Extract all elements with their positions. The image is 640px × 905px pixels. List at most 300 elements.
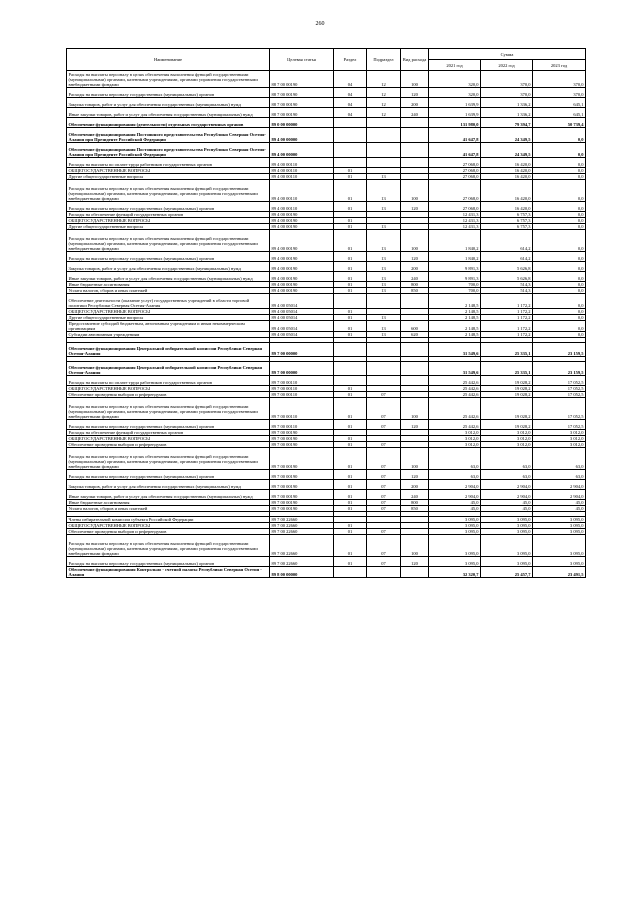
cell-sum-2022: 19 028,2 xyxy=(481,420,533,430)
cell-section: 01 xyxy=(334,262,367,272)
cell-sum-2023: 0,0 xyxy=(533,294,586,309)
table-row xyxy=(67,294,586,309)
cell-target-article: 89 4 00 00190 xyxy=(270,282,334,288)
cell-target-article: 88 7 00 00190 xyxy=(270,88,334,98)
cell-section: 01 xyxy=(334,202,367,212)
table-row xyxy=(67,202,586,212)
cell-sum-2022: 3 095,0 xyxy=(481,517,533,523)
cell-section: 01 xyxy=(334,420,367,430)
cell-sum-2021: 2 148,5 xyxy=(429,332,481,338)
cell-sum-2021: 31 549,6 xyxy=(429,343,481,357)
cell-section: 01 xyxy=(334,174,367,180)
cell-section: 01 xyxy=(334,272,367,282)
cell-section: 01 xyxy=(334,282,367,288)
cell-subsection: 13 xyxy=(367,224,401,230)
cell-expense-type: 120 xyxy=(401,420,429,430)
cell-target-article: 89 4 00 00110 xyxy=(270,158,334,168)
cell-sum-2022: 2 904,0 xyxy=(481,480,533,490)
cell-sum-2022: 1 172,2 xyxy=(481,315,533,321)
cell-sum-2021: 41 647,8 xyxy=(429,143,481,158)
cell-target-article: 89 4 00 00190 xyxy=(270,218,334,224)
cell-sum-2022: 5 626,8 xyxy=(481,272,533,282)
cell-name: Расходы на выплаты персоналу государственных (муниципальных) органов xyxy=(67,88,270,98)
cell-sum-2021: 320,0 xyxy=(429,88,481,98)
cell-expense-type: 120 xyxy=(401,88,429,98)
cell-sum-2022: 1 172,2 xyxy=(481,321,533,332)
cell-sum-2023: 63,0 xyxy=(533,470,586,480)
cell-sum-2021: 320,0 xyxy=(429,71,481,88)
table-row xyxy=(67,480,586,490)
cell-expense-type: 100 xyxy=(401,448,429,470)
cell-subsection: 12 xyxy=(367,71,401,88)
cell-name: Расходы на обеспечение функций государственных органов xyxy=(67,212,270,218)
cell-subsection: 13 xyxy=(367,202,401,212)
cell-name: Расходы на выплаты персоналу государственных (муниципальных) органов xyxy=(67,202,270,212)
cell-sum-2023: 3 095,0 xyxy=(533,557,586,567)
table-row xyxy=(67,230,586,252)
cell-expense-type: 600 xyxy=(401,321,429,332)
cell-expense-type: 200 xyxy=(401,98,429,108)
cell-sum-2022: 514,3 xyxy=(481,282,533,288)
cell-sum-2023: 0,0 xyxy=(533,282,586,288)
cell-subsection: 13 xyxy=(367,262,401,272)
cell-name: Обеспечение функционирования Постоянного представительства Республики Северная Осетия-Алания при Президенте Российской Федерации xyxy=(67,143,270,158)
cell-target-article: 89 7 00 22660 xyxy=(270,557,334,567)
cell-name: Расходы на выплаты персоналу в целях обеспечения выполнения функций государственными (муниципальными) органами, казенными учреждениями, органами управления государственными внебюджетными фондами xyxy=(67,230,270,252)
cell-subsection xyxy=(367,143,401,158)
cell-sum-2023: 45,0 xyxy=(533,500,586,506)
table-row xyxy=(67,398,586,420)
cell-target-article: 88 7 00 00190 xyxy=(270,108,334,118)
cell-subsection xyxy=(367,362,401,376)
cell-sum-2021: 1 840,2 xyxy=(429,230,481,252)
cell-sum-2021: 12 431,3 xyxy=(429,212,481,218)
cell-sum-2021: 31 549,6 xyxy=(429,362,481,376)
cell-expense-type xyxy=(401,294,429,309)
cell-section xyxy=(334,118,367,128)
cell-sum-2021: 1 639,9 xyxy=(429,98,481,108)
cell-target-article: 89 7 00 00190 xyxy=(270,500,334,506)
cell-sum-2021: 9 891,3 xyxy=(429,272,481,282)
header-subsection: Подраздел xyxy=(367,49,401,71)
cell-sum-2022: 5 626,8 xyxy=(481,262,533,272)
cell-target-article: 89 4 00 05014 xyxy=(270,315,334,321)
cell-sum-2022: 16 420,0 xyxy=(481,174,533,180)
cell-expense-type xyxy=(401,343,429,357)
cell-subsection: 07 xyxy=(367,506,401,512)
cell-section: 01 xyxy=(334,529,367,535)
cell-section xyxy=(334,362,367,376)
cell-sum-2023: 3 012,0 xyxy=(533,442,586,448)
cell-target-article: 89 7 00 00000 xyxy=(270,343,334,357)
cell-section: 01 xyxy=(334,392,367,398)
cell-section xyxy=(334,376,367,386)
cell-target-article: 88 7 00 00190 xyxy=(270,71,334,88)
cell-section: 01 xyxy=(334,506,367,512)
cell-section: 04 xyxy=(334,108,367,118)
cell-name: Расходы на выплаты персоналу в целях обеспечения выполнения функций государственными (муниципальными) органами, казенными учреждениями, органами управления государственными внебюджетными фондами xyxy=(67,180,270,202)
cell-subsection: 07 xyxy=(367,535,401,557)
header-year-2021: 2021 год xyxy=(429,60,481,71)
cell-section xyxy=(334,567,367,578)
cell-sum-2022: 3 095,0 xyxy=(481,557,533,567)
cell-subsection: 07 xyxy=(367,420,401,430)
cell-name: ОБЩЕГОСУДАРСТВЕННЫЕ ВОПРОСЫ xyxy=(67,168,270,174)
table-row xyxy=(67,535,586,557)
cell-section xyxy=(334,294,367,309)
cell-name: Обеспечение проведения выборов и референдумов xyxy=(67,392,270,398)
cell-expense-type: 240 xyxy=(401,490,429,500)
cell-sum-2022: 45,0 xyxy=(481,500,533,506)
cell-sum-2023: 17 052,5 xyxy=(533,392,586,398)
cell-target-article: 89 4 00 00190 xyxy=(270,272,334,282)
cell-sum-2022: 19 028,2 xyxy=(481,376,533,386)
cell-sum-2021: 3 095,0 xyxy=(429,557,481,567)
cell-sum-2022: 1 172,2 xyxy=(481,309,533,315)
cell-target-article: 89 4 00 00190 xyxy=(270,230,334,252)
cell-sum-2022: 16 420,0 xyxy=(481,202,533,212)
cell-sum-2023: 3 095,0 xyxy=(533,529,586,535)
cell-expense-type xyxy=(401,158,429,168)
cell-expense-type: 100 xyxy=(401,180,429,202)
cell-sum-2021: 12 431,3 xyxy=(429,218,481,224)
cell-sum-2021: 3 095,0 xyxy=(429,523,481,529)
cell-sum-2023: 0,0 xyxy=(533,224,586,230)
cell-sum-2021: 3 095,0 xyxy=(429,529,481,535)
cell-subsection: 13 xyxy=(367,174,401,180)
cell-target-article: 89 4 00 00000 xyxy=(270,128,334,143)
cell-name: Иные бюджетные ассигнования xyxy=(67,282,270,288)
cell-expense-type: 100 xyxy=(401,230,429,252)
cell-name: Расходы на выплаты по оплате труда работников государственных органов xyxy=(67,158,270,168)
cell-sum-2023: 0,0 xyxy=(533,321,586,332)
cell-sum-2021: 41 647,8 xyxy=(429,128,481,143)
cell-subsection: 07 xyxy=(367,448,401,470)
cell-sum-2021: 3 095,0 xyxy=(429,517,481,523)
cell-expense-type: 240 xyxy=(401,108,429,118)
table-row xyxy=(67,71,586,88)
cell-target-article: 89 7 00 00110 xyxy=(270,398,334,420)
cell-sum-2023: 23 159,5 xyxy=(533,343,586,357)
cell-sum-2022: 614,2 xyxy=(481,230,533,252)
cell-target-article: 89 4 00 00000 xyxy=(270,143,334,158)
cell-section: 01 xyxy=(334,288,367,294)
cell-target-article: 89 4 00 00190 xyxy=(270,288,334,294)
cell-name: Обеспечение функционирования Контрольно - счетной палаты Республики Северная Осетия - Алания xyxy=(67,567,270,578)
cell-section: 01 xyxy=(334,480,367,490)
cell-subsection: 07 xyxy=(367,470,401,480)
cell-name: Расходы на выплаты персоналу государственных (муниципальных) органов xyxy=(67,420,270,430)
cell-target-article: 89 0 00 00000 xyxy=(270,118,334,128)
cell-sum-2023: 3 095,0 xyxy=(533,517,586,523)
cell-sum-2023: 0,0 xyxy=(533,143,586,158)
cell-section: 01 xyxy=(334,436,367,442)
header-section: Раздел xyxy=(334,49,367,71)
cell-sum-2022: 514,3 xyxy=(481,288,533,294)
cell-sum-2022: 16 420,0 xyxy=(481,168,533,174)
cell-section: 01 xyxy=(334,535,367,557)
cell-sum-2021: 3 095,0 xyxy=(429,535,481,557)
cell-sum-2023: 0,0 xyxy=(533,288,586,294)
cell-section: 04 xyxy=(334,71,367,88)
table-row xyxy=(67,567,586,578)
cell-target-article: 89 4 00 00190 xyxy=(270,212,334,218)
cell-sum-2022: 3 012,0 xyxy=(481,442,533,448)
cell-sum-2023: 370,0 xyxy=(533,88,586,98)
cell-subsection: 13 xyxy=(367,180,401,202)
cell-sum-2021: 1 639,9 xyxy=(429,108,481,118)
cell-name: ОБЩЕГОСУДАРСТВЕННЫЕ ВОПРОСЫ xyxy=(67,523,270,529)
cell-name: Расходы на обеспечение функций государственных органов xyxy=(67,430,270,436)
cell-name: Другие общегосударственные вопросы xyxy=(67,174,270,180)
cell-sum-2021: 131 980,0 xyxy=(429,118,481,128)
header-target-article: Целевая статья xyxy=(270,49,334,71)
cell-target-article: 89 7 00 00000 xyxy=(270,362,334,376)
cell-subsection: 07 xyxy=(367,490,401,500)
cell-expense-type: 240 xyxy=(401,272,429,282)
cell-sum-2022: 19 028,2 xyxy=(481,386,533,392)
table-row xyxy=(67,252,586,262)
cell-sum-2022: 614,2 xyxy=(481,252,533,262)
cell-name: Обеспечение функционирования Центральной избирательной комиссии Республики Северная Осетия-Алания xyxy=(67,343,270,357)
cell-subsection: 13 xyxy=(367,252,401,262)
cell-name: ОБЩЕГОСУДАРСТВЕННЫЕ ВОПРОСЫ xyxy=(67,386,270,392)
cell-target-article: 89 4 00 00110 xyxy=(270,174,334,180)
table-row xyxy=(67,343,586,357)
cell-sum-2023: 50 739,4 xyxy=(533,118,586,128)
cell-sum-2021: 25 442,6 xyxy=(429,376,481,386)
table-row xyxy=(67,321,586,332)
cell-sum-2023: 0,0 xyxy=(533,158,586,168)
table-row xyxy=(67,448,586,470)
cell-expense-type: 850 xyxy=(401,288,429,294)
cell-sum-2021: 700,0 xyxy=(429,282,481,288)
cell-expense-type: 120 xyxy=(401,470,429,480)
cell-sum-2022: 6 757,3 xyxy=(481,224,533,230)
budget-table xyxy=(66,48,586,578)
cell-target-article: 89 7 00 22660 xyxy=(270,517,334,523)
cell-target-article: 89 7 00 00110 xyxy=(270,376,334,386)
cell-sum-2023: 0,0 xyxy=(533,315,586,321)
table-row xyxy=(67,420,586,430)
cell-sum-2022: 25 335,1 xyxy=(481,343,533,357)
cell-target-article: 89 7 00 00190 xyxy=(270,506,334,512)
cell-sum-2023: 3 012,0 xyxy=(533,436,586,442)
cell-subsection: 07 xyxy=(367,392,401,398)
cell-subsection: 07 xyxy=(367,557,401,567)
cell-expense-type xyxy=(401,362,429,376)
cell-subsection: 07 xyxy=(367,480,401,490)
cell-sum-2023: 0,0 xyxy=(533,332,586,338)
cell-sum-2021: 63,0 xyxy=(429,448,481,470)
table-row xyxy=(67,118,586,128)
cell-section: 01 xyxy=(334,557,367,567)
table-row xyxy=(67,272,586,282)
table-row xyxy=(67,376,586,386)
header-expense-type: Вид расхода xyxy=(401,49,429,71)
cell-target-article: 89 7 00 00190 xyxy=(270,436,334,442)
cell-section: 01 xyxy=(334,168,367,174)
cell-sum-2022: 1 172,2 xyxy=(481,294,533,309)
cell-name: Закупка товаров, работ и услуг для обеспечения государственных (муниципальных) нужд xyxy=(67,480,270,490)
cell-section: 01 xyxy=(334,252,367,262)
cell-name: Иные бюджетные ассигнования xyxy=(67,500,270,506)
cell-sum-2021: 45,0 xyxy=(429,506,481,512)
cell-target-article: 89 7 00 22660 xyxy=(270,529,334,535)
cell-target-article: 89 7 00 00190 xyxy=(270,448,334,470)
cell-section xyxy=(334,158,367,168)
cell-name: Расходы на выплаты персоналу в целях обеспечения выполнения функций государственными (муниципальными) органами, казенными учреждениями, органами управления государственными внебюджетными фондами xyxy=(67,398,270,420)
cell-sum-2021: 32 320,7 xyxy=(429,567,481,578)
cell-name: Расходы на выплаты персоналу государственных (муниципальных) органов xyxy=(67,470,270,480)
cell-name: Члены избирательной комиссии субъекта Российской Федерации xyxy=(67,517,270,523)
cell-sum-2022: 1 336,2 xyxy=(481,108,533,118)
cell-name: Обеспечение проведения выборов и референдумов xyxy=(67,442,270,448)
cell-sum-2023: 0,0 xyxy=(533,212,586,218)
cell-target-article: 89 4 00 00110 xyxy=(270,168,334,174)
table-row xyxy=(67,180,586,202)
cell-name: Расходы на выплаты персоналу в целях обеспечения выполнения функций государственными (муниципальными) органами, казенными учреждениями, органами управления государственными внебюджетными фондами xyxy=(67,448,270,470)
cell-subsection xyxy=(367,567,401,578)
cell-target-article: 89 7 00 00110 xyxy=(270,420,334,430)
cell-section: 01 xyxy=(334,180,367,202)
cell-section: 01 xyxy=(334,523,367,529)
cell-section: 01 xyxy=(334,398,367,420)
cell-expense-type: 120 xyxy=(401,252,429,262)
table-row xyxy=(67,362,586,376)
cell-sum-2022: 63,0 xyxy=(481,448,533,470)
table-row xyxy=(67,128,586,143)
cell-sum-2023: 0,0 xyxy=(533,252,586,262)
cell-sum-2021: 700,0 xyxy=(429,288,481,294)
cell-sum-2023: 370,0 xyxy=(533,71,586,88)
cell-sum-2022: 3 012,0 xyxy=(481,436,533,442)
cell-sum-2021: 27 068,0 xyxy=(429,158,481,168)
cell-name: ОБЩЕГОСУДАРСТВЕННЫЕ ВОПРОСЫ xyxy=(67,309,270,315)
cell-sum-2023: 645,1 xyxy=(533,108,586,118)
cell-name: Расходы на выплаты персоналу государственных (муниципальных) органов xyxy=(67,252,270,262)
cell-target-article: 89 7 00 00190 xyxy=(270,442,334,448)
cell-target-article: 89 7 00 22660 xyxy=(270,523,334,529)
cell-subsection: 12 xyxy=(367,98,401,108)
cell-sum-2023: 0,0 xyxy=(533,309,586,315)
cell-target-article: 88 7 00 00190 xyxy=(270,98,334,108)
cell-sum-2023: 3 095,0 xyxy=(533,535,586,557)
cell-subsection xyxy=(367,118,401,128)
cell-sum-2021: 45,0 xyxy=(429,500,481,506)
cell-section: 01 xyxy=(334,386,367,392)
cell-sum-2023: 45,0 xyxy=(533,506,586,512)
cell-sum-2022: 25 457,7 xyxy=(481,567,533,578)
cell-section xyxy=(334,128,367,143)
cell-section: 01 xyxy=(334,442,367,448)
cell-sum-2022: 16 420,0 xyxy=(481,180,533,202)
table-row xyxy=(67,470,586,480)
cell-sum-2022: 2 904,0 xyxy=(481,490,533,500)
cell-target-article: 89 4 00 00110 xyxy=(270,180,334,202)
cell-name: Обеспечение деятельности (оказание услуг) государственных учреждений в области торговой политики Республики Северная Осетия-Алания xyxy=(67,294,270,309)
cell-name: Уплата налогов, сборов и иных платежей xyxy=(67,288,270,294)
cell-expense-type: 120 xyxy=(401,557,429,567)
cell-subsection: 13 xyxy=(367,332,401,338)
cell-sum-2021: 25 442,6 xyxy=(429,398,481,420)
cell-section: 01 xyxy=(334,224,367,230)
cell-subsection: 12 xyxy=(367,108,401,118)
cell-sum-2021: 2 148,5 xyxy=(429,294,481,309)
cell-section: 04 xyxy=(334,98,367,108)
header-sum: Сумма xyxy=(429,49,586,60)
cell-sum-2022: 370,0 xyxy=(481,88,533,98)
cell-target-article: 89 7 00 00110 xyxy=(270,392,334,398)
cell-section: 01 xyxy=(334,321,367,332)
cell-target-article: 89 4 00 05014 xyxy=(270,332,334,338)
cell-sum-2022: 24 349,5 xyxy=(481,128,533,143)
cell-section: 01 xyxy=(334,315,367,321)
cell-expense-type: 200 xyxy=(401,480,429,490)
cell-name: Обеспечение проведения выборов и референдумов xyxy=(67,529,270,535)
cell-name: Расходы на выплаты персоналу государственных (муниципальных) органов xyxy=(67,557,270,567)
cell-target-article: 89 7 00 22660 xyxy=(270,535,334,557)
table-row xyxy=(67,557,586,567)
cell-name: Иные закупки товаров, работ и услуг для обеспечения государственных (муниципальных) нужд xyxy=(67,490,270,500)
cell-section: 04 xyxy=(334,88,367,98)
cell-name: Другие общегосударственные вопросы xyxy=(67,315,270,321)
cell-sum-2022: 19 028,2 xyxy=(481,398,533,420)
cell-sum-2023: 0,0 xyxy=(533,272,586,282)
cell-section: 01 xyxy=(334,332,367,338)
cell-target-article: 89 4 00 00110 xyxy=(270,202,334,212)
cell-name: Другие общегосударственные вопросы xyxy=(67,224,270,230)
cell-sum-2022: 1 172,2 xyxy=(481,332,533,338)
cell-sum-2023: 0,0 xyxy=(533,218,586,224)
header-year-2023: 2023 год xyxy=(533,60,586,71)
cell-section: 01 xyxy=(334,230,367,252)
cell-sum-2023: 0,0 xyxy=(533,230,586,252)
cell-expense-type: 800 xyxy=(401,500,429,506)
cell-name: Уплата налогов, сборов и иных платежей xyxy=(67,506,270,512)
cell-expense-type: 100 xyxy=(401,535,429,557)
cell-expense-type xyxy=(401,118,429,128)
cell-section: 01 xyxy=(334,448,367,470)
cell-sum-2023: 0,0 xyxy=(533,202,586,212)
cell-sum-2022: 63,0 xyxy=(481,470,533,480)
cell-target-article: 89 7 00 00190 xyxy=(270,480,334,490)
cell-sum-2021: 2 148,5 xyxy=(429,321,481,332)
table-row xyxy=(67,98,586,108)
cell-subsection: 13 xyxy=(367,230,401,252)
cell-sum-2021: 25 442,6 xyxy=(429,386,481,392)
cell-sum-2021: 1 840,2 xyxy=(429,252,481,262)
cell-sum-2021: 12 431,3 xyxy=(429,224,481,230)
cell-sum-2022: 3 095,0 xyxy=(481,535,533,557)
cell-section xyxy=(334,343,367,357)
cell-sum-2023: 645,1 xyxy=(533,98,586,108)
cell-sum-2023: 63,0 xyxy=(533,448,586,470)
cell-sum-2023: 0,0 xyxy=(533,180,586,202)
cell-subsection xyxy=(367,128,401,143)
cell-sum-2021: 25 442,6 xyxy=(429,392,481,398)
cell-target-article: 89 4 00 00190 xyxy=(270,224,334,230)
cell-expense-type: 620 xyxy=(401,332,429,338)
cell-sum-2021: 27 068,0 xyxy=(429,168,481,174)
table-row xyxy=(67,108,586,118)
cell-target-article: 89 4 00 05014 xyxy=(270,294,334,309)
cell-target-article: 89 8 00 00000 xyxy=(270,567,334,578)
cell-sum-2022: 16 420,0 xyxy=(481,158,533,168)
cell-sum-2022: 24 349,5 xyxy=(481,143,533,158)
cell-name: Закупка товаров, работ и услуг для обеспечения государственных (муниципальных) нужд xyxy=(67,98,270,108)
cell-section: 01 xyxy=(334,218,367,224)
